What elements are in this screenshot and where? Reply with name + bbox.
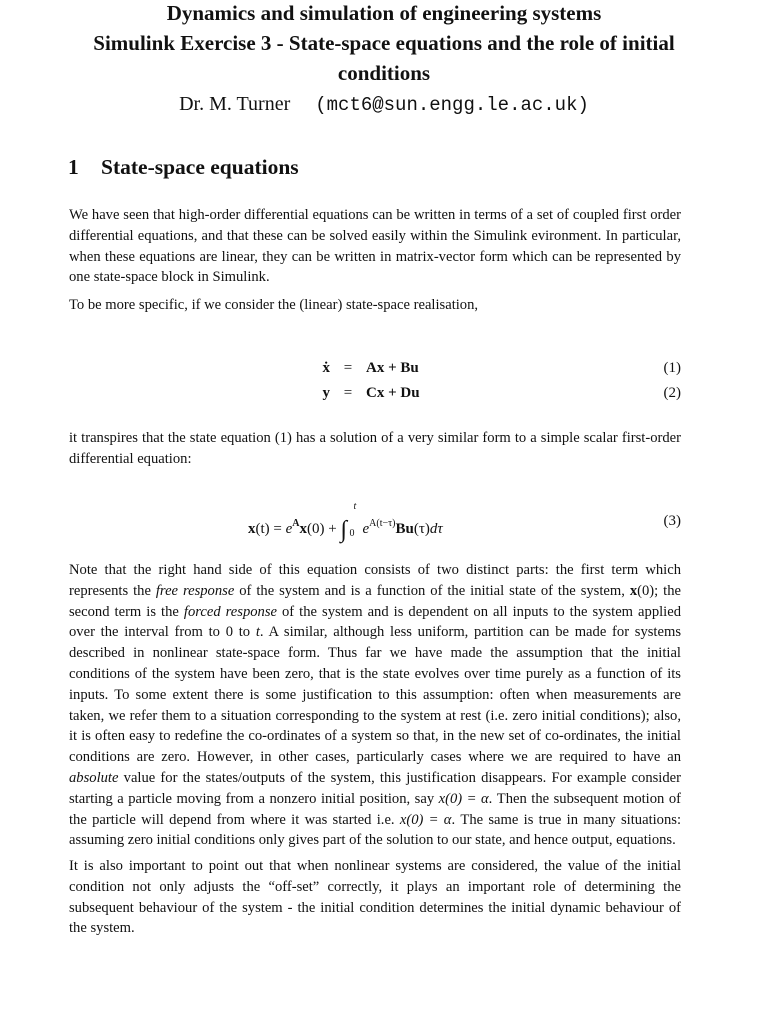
- title-line-3: conditions: [337, 61, 431, 85]
- section-number: 1: [68, 155, 79, 179]
- equation-1-number: (1): [663, 360, 681, 376]
- equation-3: [0, 501, 768, 545]
- author-line: [40, 91, 728, 118]
- paragraph-free-forced-response: Note that the right hand side of this equation consists of two distinct parts: the first term which represents the free response of the system and is a function of the initial state of the system, x(0); the second term is the forced response of the system and is dependent on all inputs to the system applied over the interval from to 0 to t. A similar, although less uniform, partition can be made for systems described in nonlinear state-space form. Thus far we have made the assumption that the initial conditions of the system have been zero, that is the state evolves over time purely as a function of its inputs. To some extent there is some justification to this assumption: often when measurements are taken, we refer them to a situation corresponding to the system at rest (i.e. zero initial conditions); also, it is often easy to redefine the co-ordinates of a system so that, in the new set of co-ordinates, the initial conditions are zero. However, in other cases, particularly cases where we are required to have an absolute value for the states/outputs of the system, this justification disappears. For example consider starting a particle moving from a nonzero initial position, say x(0) = α. Then the subsequent motion of the particle will depend from where it was started i.e. x(0) = α. The same is true in many situations: assuming zero initial conditions only gives part of the solution to our state, and hence output, equations.: [69, 562, 682, 849]
- equation-2: [0, 385, 768, 409]
- integral-sign: ∫ t 0: [340, 501, 357, 543]
- section-title: State-space equations: [101, 155, 299, 179]
- equation-2-equals: =: [343, 385, 353, 401]
- paragraph-transpires: it transpires that the state equation (1) has a solution of a very similar form to a simple scalar first-order differential equation:: [69, 430, 681, 467]
- section-heading: [68, 153, 299, 181]
- title-line-1: Dynamics and simulation of engineering systems: [166, 1, 602, 25]
- equation-1-rhs: Ax + Bu: [366, 360, 419, 376]
- paragraph-realisation: To be more specific, if we consider the (linear) state-space realisation,: [69, 297, 479, 313]
- paragraph-nonlinear: It is also important to point out that when nonlinear systems are considered, the value of the initial condition not only adjusts the “off-set” correctly, it plays an important role of determining the subsequent behaviour of the system - the initial condition determines the initial dynamic behaviour of the system.: [69, 858, 681, 937]
- emphasis-free-response: free response: [155, 582, 235, 599]
- equation-3-expression: $x(t) = e^Ax(0)$ + ∫ t 0 $e^{A(t-\tau)}Bu(\tau)d\tau$: [248, 501, 443, 543]
- equation-2-number: (2): [663, 385, 681, 401]
- equation-2-rhs: Cx + Du: [366, 385, 420, 401]
- equation-3-number: (3): [663, 513, 681, 529]
- equation-2-lhs: y: [322, 385, 330, 401]
- paragraph-intro: We have seen that high-order differential equations can be written in terms of a set of coupled first order differential equations, and that these can be solved easily within the Simulink evironment. In particular, when these equations are linear, they can be written in matrix-vector form which can be represented by one state-space block in Simulink.: [69, 207, 681, 286]
- emphasis-absolute: absolute: [69, 769, 119, 786]
- title-line-2: Simulink Exercise 3 - State-space equations and the role of initial: [93, 31, 675, 55]
- author-name: Dr. M. Turner: [179, 93, 291, 115]
- author-email: (mct6@sun.engg.le.ac.uk): [315, 94, 589, 116]
- equation-1-equals: =: [343, 360, 353, 376]
- emphasis-forced-response: forced response: [183, 603, 277, 620]
- document-title: [40, 0, 728, 88]
- equation-1-lhs: ẋ: [322, 360, 330, 376]
- equation-1: [0, 360, 768, 384]
